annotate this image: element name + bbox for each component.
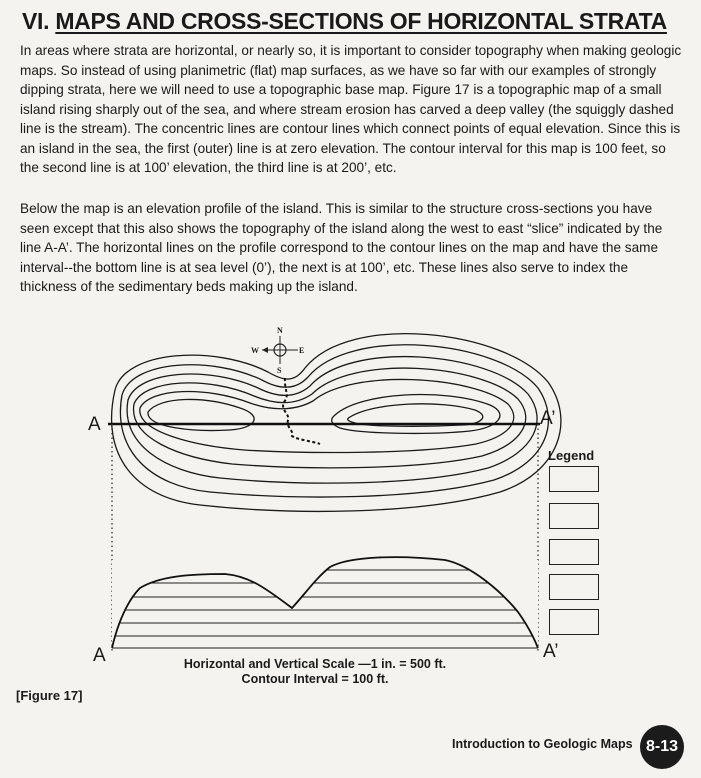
stream-line (283, 378, 320, 444)
legend-title: Legend (548, 448, 595, 463)
compass-n-label: N (277, 326, 283, 335)
figure-caption: [Figure 17] (16, 688, 83, 703)
compass-icon (262, 336, 298, 364)
footer-book-title: Introduction to Geologic Maps (452, 737, 633, 751)
profile-label-a-prime: A’ (543, 641, 559, 662)
paragraph-profile: Below the map is an elevation profile of the island. This is similar to the structure cross-sections you have seen except that this also shows the topography of the island along the west to east “slice” indicated by the line A-A’. The horizontal lines on the profile correspond to the contour lines on the map and have the same interval--the bottom line is at sea level (0’), the next is at 100’, etc. These lines also serve to index the thickness of the sedimentary beds making up the island. (20, 201, 663, 294)
topographic-map (112, 334, 561, 512)
compass-e-label: E (299, 346, 305, 355)
section-title: MAPS AND CROSS-SECTIONS OF HORIZONTAL STRATA (55, 8, 667, 34)
paragraph-intro: In areas where strata are horizontal, or nearly so, it is important to consider topography when making geologic maps. So instead of using planimetric (flat) map surfaces, as we have so far with our examples of strongly dipping strata, here we will need to use a topographic base map. Figure 17 is a topographic map of a small island rising sharply out of the sea, and where stream erosion has carved a deep valley (the squiggly dashed line is the stream). The concentric lines are contour lines which connect points of equal elevation. Since this is an island in the sea, the first (outer) line is at zero elevation. The contour interval for this map is 100 feet, so the second line is at 100’ elevation, the third line is at 200’, etc. (20, 43, 682, 175)
contour-line-500-west (148, 399, 254, 430)
profile-elevation-lines (112, 570, 538, 648)
compass-s-label: S (277, 366, 282, 375)
scale-line: Horizontal and Vertical Scale —1 in. = 500 ft. (183, 657, 447, 671)
legend-box[interactable] (549, 466, 599, 492)
compass-w-label: W (251, 346, 259, 355)
page-number-badge: 8-13 (640, 725, 684, 769)
map-label-a: A (88, 414, 101, 435)
contour-interval-line: Contour Interval = 100 ft. (241, 672, 389, 686)
contour-line-400 (140, 379, 514, 452)
contour-line-100 (120, 345, 548, 497)
legend-box[interactable] (549, 539, 599, 565)
legend-box[interactable] (549, 609, 599, 635)
section-number: VI. (22, 8, 56, 34)
profile-label-a: A (93, 645, 106, 666)
legend-box[interactable] (549, 503, 599, 529)
legend-box[interactable] (549, 574, 599, 600)
scale-caption (120, 657, 510, 687)
map-label-a-prime: A’ (540, 408, 556, 429)
